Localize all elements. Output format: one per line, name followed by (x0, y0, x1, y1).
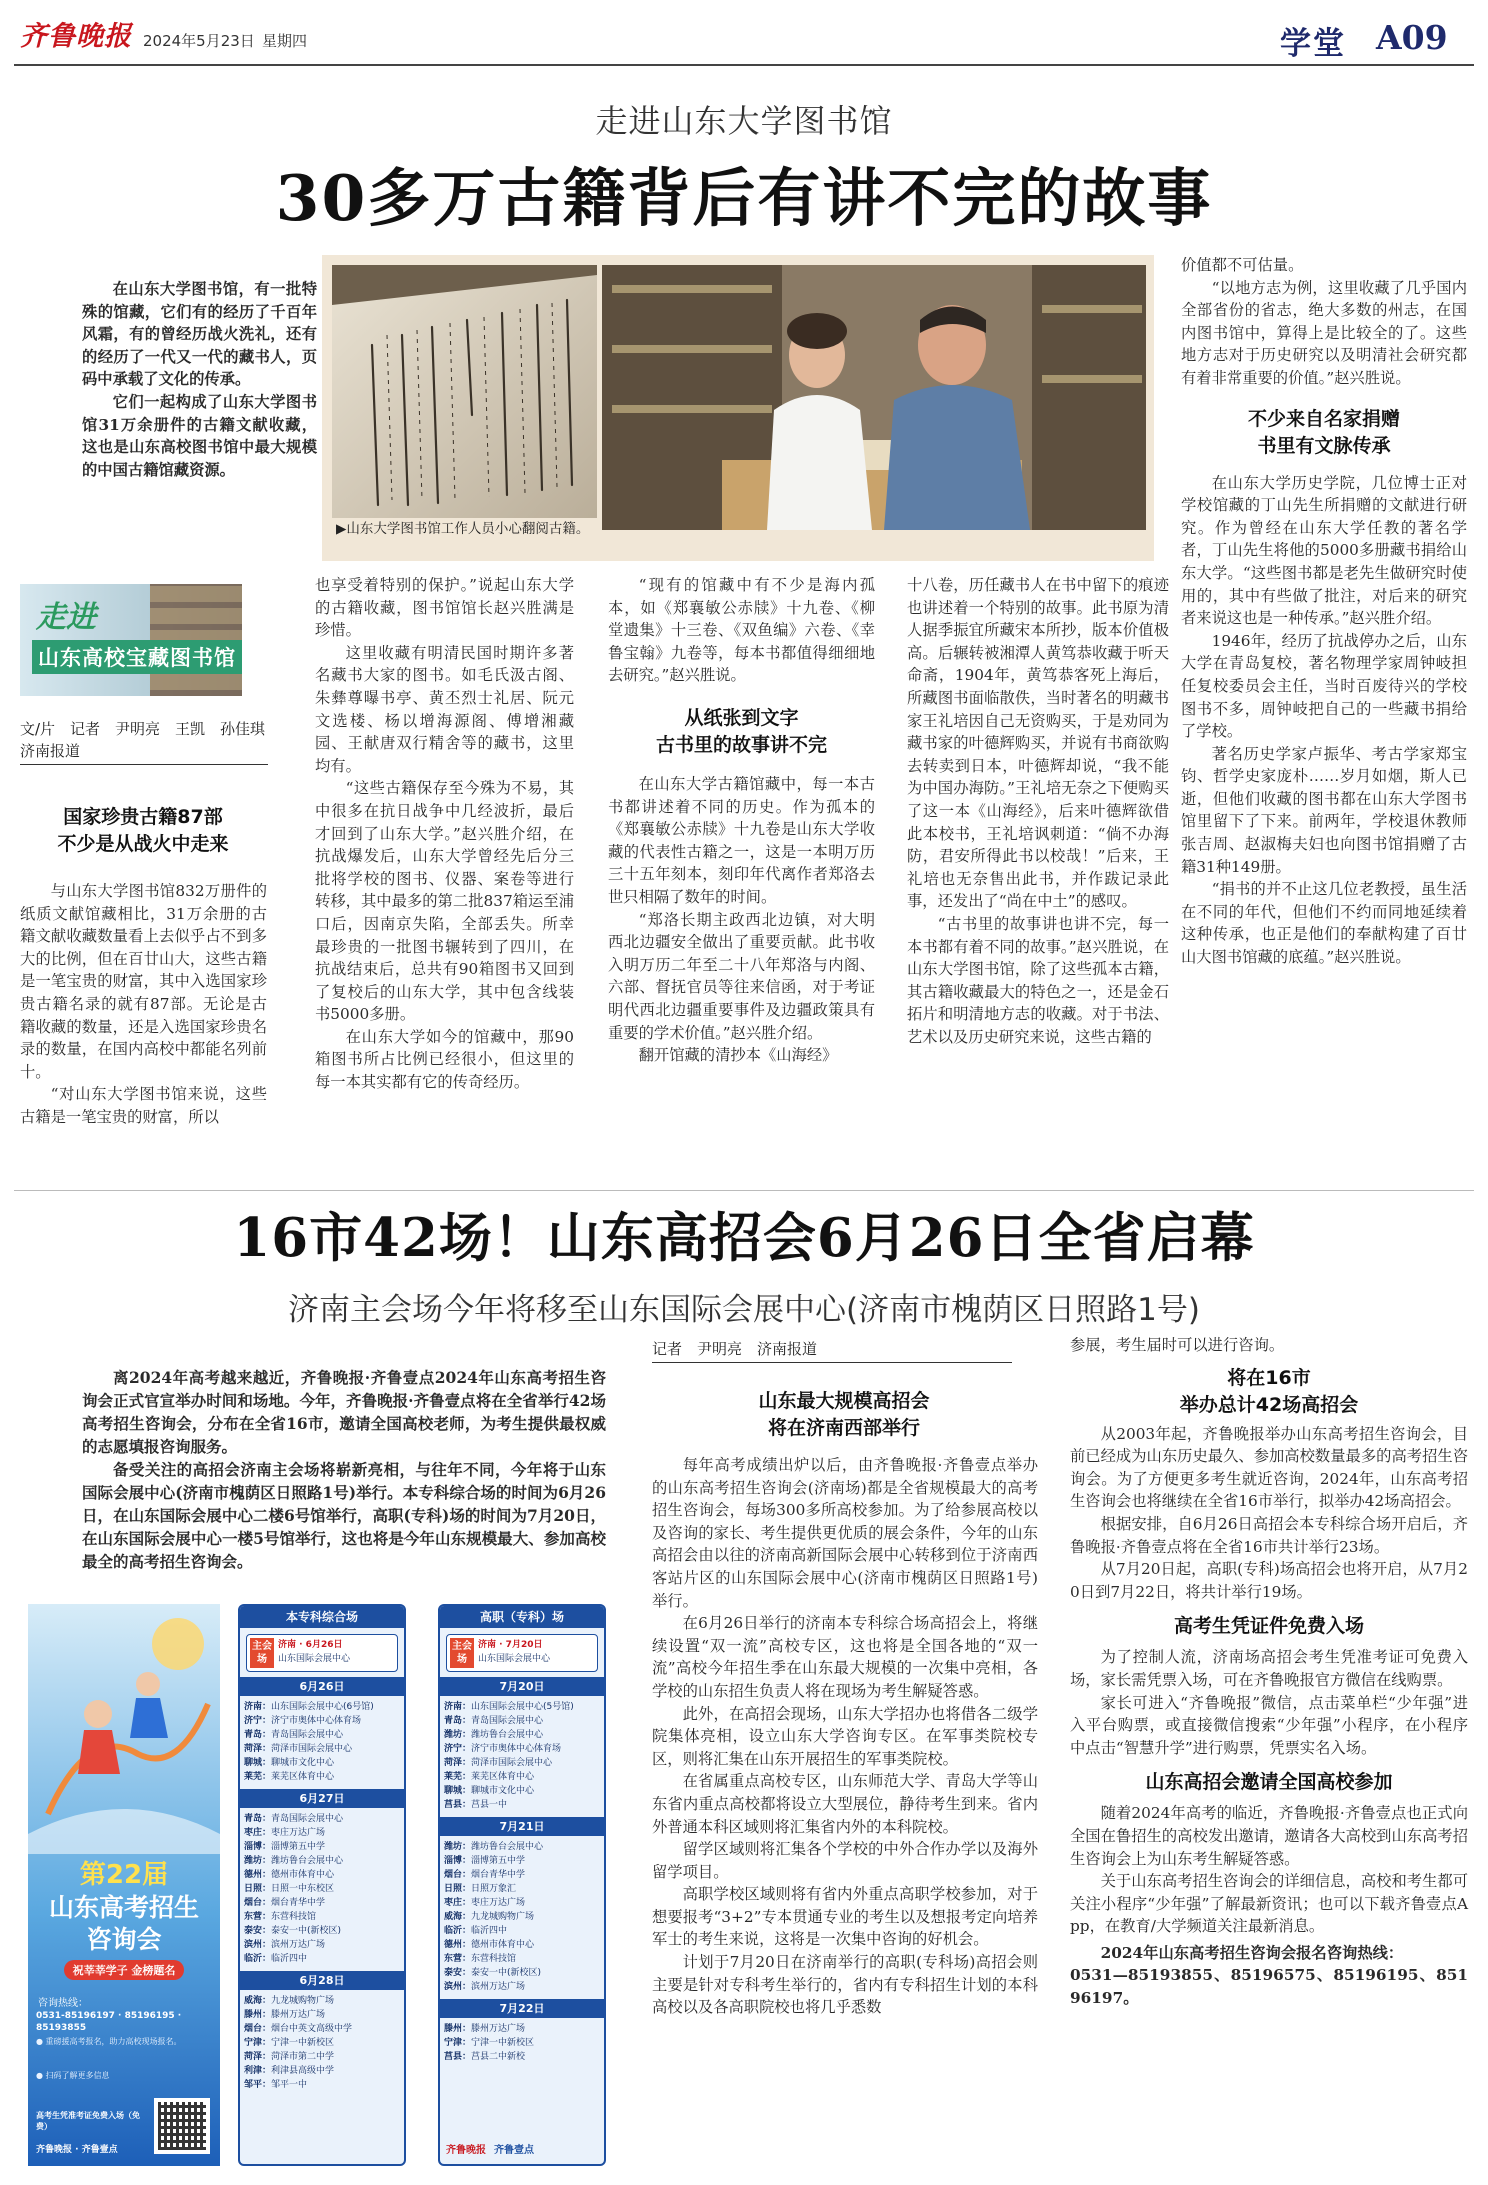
schedule-venue: 淄博第五中学 (471, 1856, 526, 1866)
schedule-city: 泰安： (444, 1968, 472, 1978)
schedule-day-header: 6月26日 (240, 1677, 404, 1696)
schedule-day-header: 6月28日 (240, 1971, 404, 1990)
body-paragraph: 留学区域则将汇集各个学校的中外合作办学以及海外留学项目。 (652, 1840, 1038, 1881)
schedule-venue: 青岛国际会展中心 (271, 1814, 344, 1824)
issue-date: 2024年5月23日 (143, 32, 255, 50)
schedule-city: 淄博： (444, 1856, 472, 1866)
photo-librarians (602, 265, 1146, 530)
schedule-city: 枣庄： (244, 1828, 272, 1838)
schedule-undergrad (238, 1604, 406, 2166)
schedule-row (440, 1742, 604, 1756)
schedule-city: 日照： (244, 1884, 272, 1894)
schedule-venue: 莒县二中新校 (471, 2052, 526, 2062)
schedule-city: 德州： (244, 1870, 272, 1880)
schedule-city: 济南： (244, 1702, 272, 1712)
body-paragraph: 1946年，经历了抗战停办之后，山东大学在青岛复校，著名物理学家周钟岐担任复校委员会主任，当时百废待兴的学校图书不多，周钟岐把自己的一些藏书捐给了学校。 (1181, 631, 1467, 741)
page-number: A09 (1376, 18, 1448, 57)
article1-col2 (315, 574, 574, 1094)
body-paragraph: 著名历史学家卢振华、考古学家郑宝钧、哲学史家庞朴……岁月如烟，斯人已逝，但他们收藏的图书都在山东大学图书馆里留下了下来。前两年，学校退休教师张吉周、赵淑梅夫妇也向图书馆捐赠了古籍31种149册。 (1181, 744, 1467, 876)
article1-col5 (1181, 254, 1467, 969)
body-paragraph: 高职学校区域则将有省内外重点高职学校参加，对于想要报考“3+2”专本贯通专业的考生以及想报考定向培养军士的考生来说，这将是一次集中咨询的好机会。 (652, 1885, 1038, 1949)
body-paragraph: 翻开馆藏的清抄本《山海经》 (638, 1046, 838, 1065)
series-banner-kicker: 走进 (36, 600, 96, 635)
schedule-venue: 山东国际会展中心(5号馆) (471, 1702, 574, 1712)
body-paragraph: 也享受着特别的保护。”说起山东大学的古籍收藏，图书馆馆长赵兴胜满是珍惜。 (315, 576, 574, 640)
body-paragraph: “郑洛长期主政西北边镇，对大明西北边疆安全做出了重要贡献。此书收入明万历二年至二十八年郑洛与内阁、六部、督抚官员等往来信函，对于考证明代西北边疆重要事件及边疆政策具有重要的学术价值。”赵兴胜介绍。 (608, 910, 875, 1042)
schedule-venue: 济宁市奥体中心体育场 (471, 1744, 562, 1754)
schedule-city: 菏泽： (244, 2052, 272, 2062)
poster-hotline: 0531-85196197 · 85196195 · 85193855 (36, 2011, 182, 2033)
poster-notes: ● 重磅援高考报名，助力高校现场报名。 ● 扫码了解更多信息 (36, 2037, 182, 2080)
schedule-row (440, 2050, 604, 2064)
schedule-city: 德州： (444, 1940, 472, 1950)
body-paragraph: 在6月26日举行的济南本专科综合场高招会上，将继续设置“双一流”高校专区，这也将是全国各地的“双一流”高校今年招生季在山东最大规模的一次集中亮相，各学校的山东招生负责人将在现场为考生解疑答惑。 (652, 1614, 1038, 1700)
schedule-city: 烟台： (444, 1870, 472, 1880)
schedule-city: 青岛： (244, 1730, 272, 1740)
body-paragraph: 此外，在高招会现场，山东大学招办也将借各二级学院集体亮相，设立山东大学咨询专区。在军事类院校专区，则将汇集在山东开展招生的军事类院校。 (652, 1704, 1038, 1768)
schedule-row (240, 1770, 404, 1784)
schedule-row (240, 1700, 404, 1714)
body-paragraph: 价值都不可估量。 (1181, 256, 1304, 274)
schedule-row (240, 2064, 404, 2078)
masthead-rule (14, 64, 1474, 66)
schedule-city: 潍坊： (444, 1842, 472, 1852)
schedule-venue: 滕州万达广场 (271, 2010, 326, 2020)
schedule-city: 宁津： (444, 2038, 472, 2048)
schedule-venue: 滨州万达广场 (471, 1982, 526, 1992)
schedule-venue: 烟台中英文高级中学 (271, 2024, 353, 2034)
body-paragraph: 在山东大学如今的馆藏中，那90箱图书所占比例已经很小，但这里的每一本其实都有它的传奇经历。 (315, 1027, 574, 1092)
schedule-venue: 青岛国际会展中心 (271, 1730, 344, 1740)
schedule-city: 济南： (444, 1702, 472, 1712)
schedule-row (240, 1882, 404, 1896)
schedule-main-venue: 主会场 济南 · 6月26日 山东国际会展中心 (246, 1634, 398, 1672)
schedule-row (240, 1868, 404, 1882)
poster-ticket-note: 高考生凭准考证免费入场（免费） (36, 2111, 140, 2131)
body-paragraph: 十八卷，历任藏书人在书中留下的痕迹也讲述着一个特别的故事。此书原为清人据季振宜所藏宋本所抄，版本价值极高。后辗转被湘潭人黄笃恭收藏于听天命斋，1904年，黄笃恭客死上海后，所藏图书面临散佚，当时著名的明藏书家王礼培因自己无资购买，于是劝同为藏书家的叶德辉购买，并说有书商欲购去转卖到日本，叶德辉却说，“我不能为中国办海防。”王礼培无奈之下便购买了这一本《山海经》，后来叶德辉欲借此本校书，王礼培讽刺道：“倘不办海防，君安所得此书以校哉！”后来，王礼培也无奈售出此书，并作跋记录此事，还发出了“尚在中土”的感叹。 (907, 576, 1169, 911)
article2-subhead-4: 山东高招会邀请全国高校参加 (1145, 1771, 1393, 1794)
article2-subhead: 济南主会场今年将移至山东国际会展中心(济南市槐荫区日照路1号) (288, 1292, 1200, 1328)
poster-title: 山东高考招生 (48, 1893, 199, 1922)
schedule-row (440, 2036, 604, 2050)
article2-col-right (1070, 1334, 1468, 2010)
schedule-city: 临沂： (444, 1926, 472, 1936)
schedule-day-header: 7月21日 (440, 1817, 604, 1836)
article2-subhead-3: 高考生凭证件免费入场 (1173, 1615, 1364, 1638)
schedule-city: 潍坊： (444, 1730, 472, 1740)
schedule-row (440, 1840, 604, 1854)
schedule-day-header: 7月20日 (440, 1677, 604, 1696)
schedule-row (240, 1910, 404, 1924)
schedule-row (240, 1896, 404, 1910)
schedule-row (440, 1798, 604, 1812)
qr-code-icon[interactable] (154, 2098, 210, 2154)
section-name: 学堂 (1280, 26, 1346, 62)
body-paragraph: “捐书的并不止这几位老教授，虽生活在不同的年代，但他们不约而同地延续着这种传承，也正是他们的奉献构建了百廿山大图书馆藏的底蕴。”赵兴胜说。 (1181, 880, 1467, 967)
article1-col3 (608, 574, 875, 1067)
schedule-city: 威海： (444, 1912, 472, 1922)
schedule-city: 东营： (244, 1912, 272, 1922)
schedule-venue: 德州市体育中心 (271, 1870, 335, 1880)
schedule-city: 泰安： (244, 1926, 272, 1936)
lead-paragraph: 离2024年高考越来越近，齐鲁晚报·齐鲁壹点2024年山东高考招生咨询会正式官宣举办时间和场地。今年，齐鲁晚报·齐鲁壹点将在全省举行42场高考招生咨询会，分布在全省16市，邀请全国高校老师，为考生提供最权威的志愿填报咨询服务。 (82, 1368, 606, 1456)
schedule-row (440, 2022, 604, 2036)
schedule-venue: 滕州万达广场 (471, 2024, 526, 2034)
schedule-city: 烟台： (244, 1898, 272, 1908)
schedule-venue: 烟台青华中学 (471, 1870, 526, 1880)
schedule-city: 聊城： (444, 1786, 472, 1796)
schedule-city: 滨州： (244, 1940, 272, 1950)
schedule-row (240, 1994, 404, 2008)
schedule-venue: 泰安一中(新校区) (271, 1926, 342, 1936)
article1-lead (82, 278, 317, 481)
schedule-venue: 临沂四中 (271, 1954, 308, 1964)
schedule-city: 滨州： (444, 1982, 472, 1992)
schedule-venue: 山东国际会展中心(6号馆) (271, 1702, 374, 1712)
article1-byline: 文/片 记者 尹明亮 王凯 孙佳琪 济南报道 (20, 718, 268, 765)
newspaper-logo: 齐鲁晚报 (20, 21, 132, 52)
schedule-venue: 九龙城购物广场 (271, 1996, 335, 2006)
schedule-city: 滕州： (444, 2024, 472, 2034)
body-paragraph: 计划于7月20日在济南举行的高职(专科场)高招会则主要是针对专科考生举行的，省内有专科招生计划的本科高校以及各高职院校也将几乎悉数 (652, 1953, 1038, 2017)
body-paragraph: 根据安排，自6月26日高招会本专科综合场开启后，齐鲁晚报·齐鲁壹点将在全省16市共计举行23场。 (1070, 1514, 1468, 1556)
schedule-main-venue: 主会场 济南 · 7月20日 山东国际会展中心 (446, 1634, 598, 1672)
schedule-row (240, 2036, 404, 2050)
schedule-title: 本专科综合场 (240, 1606, 404, 1628)
schedule-days-1 (240, 1677, 404, 2092)
poster-brand: 齐鲁晚报 · 齐鲁壹点 (36, 2145, 118, 2155)
body-paragraph: 每年高考成绩出炉以后，由齐鲁晚报·齐鲁壹点举办的山东高考招生咨询会(济南场)都是全省规模最大的高考招生咨询会，每场300多所高校参加。为了给参展高校以及咨询的家长、考生提供更优质的展会条件，今年的山东高招会由以往的济南高新国际会展中心转移到位于济南西客站片区的山东国际会展中心(济南市槐荫区日照路1号)举行。 (652, 1456, 1038, 1610)
schedule-city: 邹平： (244, 2080, 272, 2090)
schedule-city: 莒县： (444, 2052, 472, 2062)
schedule-venue: 菏泽市第二中学 (271, 2052, 335, 2062)
article2-lead (82, 1366, 606, 1573)
contact-numbers: 0531—85193855、85196575、85196195、85196197。 (1070, 1966, 1468, 2008)
schedule-city: 莱芜： (444, 1772, 472, 1782)
schedule-city: 潍坊： (244, 1856, 272, 1866)
schedule-venue: 德州市体育中心 (471, 1940, 535, 1950)
schedule-row (440, 1770, 604, 1784)
article1-subhead-2: 从纸张到文字 古书里的故事讲不完 (655, 706, 827, 756)
photo-frame (322, 255, 1154, 561)
lead-paragraph: 它们一起构成了山东大学图书馆31万余册件的古籍文献收藏，这也是山东高校图书馆中最大规模的中国古籍馆藏资源。 (82, 392, 317, 479)
schedule-row (440, 1714, 604, 1728)
body-paragraph: 这里收藏有明清民国时期许多著名藏书大家的图书。如毛氏汲古阁、朱彝尊曝书亭、黄丕烈士礼居、阮元文选楼、杨以增海源阁、傅增湘藏园、王献唐双行精舍等的藏书，这里均有。 (315, 643, 574, 775)
schedule-row (240, 1714, 404, 1728)
body-paragraph: 在山东大学古籍馆藏中，每一本古书都讲述着不同的历史。作为孤本的《郑襄敏公赤牍》十九卷是山东大学收藏的代表性古籍之一，这是一本明万历三十五年刻本，刻印年代离作者郑洛去世只相隔了数年的时间。 (608, 774, 875, 906)
body-paragraph: 在山东大学历史学院，几位博士正对学校馆藏的丁山先生所捐赠的文献进行研究。作为曾经在山东大学任教的著名学者，丁山先生将他的5000多册藏书捐给山东大学。“这些图书都是老先生做研究时使用的，其中有些做了批注，对后来的研究者来说这也是一种传承。”赵兴胜介绍。 (1181, 473, 1467, 628)
body-paragraph: “现有的馆藏中有不少是海内孤本，如《郑襄敏公赤牍》十九卷、《柳堂遗集》十三卷、《双鱼编》六卷、《幸鲁宝翰》九卷等，每本书都值得细细地去研究。”赵兴胜说。 (608, 576, 875, 685)
schedule-city: 临沂： (244, 1954, 272, 1964)
schedule-row (240, 1826, 404, 1840)
schedule-title: 高职（专科）场 (440, 1606, 604, 1628)
schedule-venue: 枣庄万达广场 (271, 1828, 326, 1838)
lead-paragraph: 备受关注的高招会济南主会场将崭新亮相，与往年不同，今年将于山东国际会展中心(济南市槐荫区日照路1号)举行。本专科综合场的时间为6月26日，在山东国际会展中心二楼6号馆举行，高职(专科)场的时间为7月20日，在山东国际会展中心一楼5号馆举行，这也将是今年山东规模最大、参加高校最全的高考招生咨询会。 (82, 1460, 606, 1571)
schedule-city: 济宁： (244, 1716, 272, 1726)
masthead (0, 0, 1488, 64)
series-banner (20, 584, 242, 696)
schedule-row (240, 1742, 404, 1756)
schedule-city: 莱芜： (244, 1772, 272, 1782)
schedule-venue: 潍坊鲁台会展中心 (471, 1730, 544, 1740)
schedule-row (240, 1854, 404, 1868)
schedule-venue: 东营科技馆 (271, 1912, 317, 1922)
article1-kicker: 走进山东大学图书馆 (595, 102, 893, 140)
body-paragraph: 与山东大学图书馆832万册件的纸质文献馆藏相比，31万余册的古籍文献收藏数量看上去似乎占不到多大的比例，但在百廿山大，这些古籍是一笔宝贵的财富，其中入选国家珍贵古籍名录的就有87部。无论是古籍收藏的数量，还是入选国家珍贵名录的数量，在国内高校中都能名列前十。 (20, 882, 267, 1081)
body-paragraph: “古书里的故事讲也讲不完，每一本书都有着不同的故事。”赵兴胜说，在山东大学图书馆，除了这些孤本古籍，其古籍收藏最大的特色之一，还是金石拓片和明清地方志的收藏。对于书法、艺术以及历史研究来说，这些古籍的 (907, 914, 1169, 1046)
schedule-vocational (438, 1604, 606, 2166)
schedule-venue: 九龙城购物广场 (471, 1912, 535, 1922)
schedule-venue: 日照一中东校区 (271, 1884, 335, 1894)
schedule-row (440, 1784, 604, 1798)
article1-col4 (907, 574, 1169, 1048)
schedule-venue: 宁津一中新校区 (271, 2038, 335, 2048)
schedule-venue: 邹平一中 (271, 2080, 308, 2090)
issue-weekday: 星期四 (262, 32, 308, 50)
schedule-venue: 临沂四中 (471, 1926, 508, 1936)
schedule-venue: 潍坊鲁台会展中心 (271, 1856, 344, 1866)
schedule-venue: 莒县一中 (471, 1800, 508, 1810)
schedule-city: 济宁： (444, 1744, 472, 1754)
schedule-venue: 青岛国际会展中心 (471, 1716, 544, 1726)
body-paragraph: 参展，考生届时可以进行咨询。 (1070, 1336, 1285, 1354)
lead-paragraph: 在山东大学图书馆，有一批特殊的馆藏，它们有的经历了千百年风霜，有的曾经历战火洗礼，还有的经历了一代又一代的藏书人，页码中承载了文化的传承。 (82, 280, 317, 389)
schedule-city: 烟台： (244, 2024, 272, 2034)
schedule-venue: 莱芜区体育中心 (271, 1772, 335, 1782)
body-paragraph: 随着2024年高考的临近，齐鲁晚报·齐鲁壹点也正式向全国在鲁招生的高校发出邀请，邀请各大高校到山东高考招生咨询会上为山东考生解疑答惑。 (1070, 1804, 1468, 1868)
photo-caption: ▶山东大学图书馆工作人员小心翻阅古籍。 (332, 518, 602, 541)
poster-illustration (28, 1604, 220, 1854)
schedule-venue: 聊城市文化中心 (271, 1758, 335, 1768)
schedule-venue: 菏泽市国际会展中心 (471, 1758, 553, 1768)
photo-ancient-book (332, 265, 597, 530)
schedule-row (240, 1812, 404, 1826)
schedule-row (440, 1700, 604, 1714)
article1-headline: 30多万古籍背后有讲不完的故事 (275, 161, 1213, 235)
schedule-city: 枣庄： (444, 1898, 472, 1908)
schedule-row (440, 1756, 604, 1770)
schedule-venue: 聊城市文化中心 (471, 1786, 535, 1796)
article2-col-middle (652, 1454, 1038, 2019)
schedule-venue: 潍坊鲁台会展中心 (471, 1842, 544, 1852)
schedule-venue: 济宁市奥体中心体育场 (271, 1716, 362, 1726)
schedule-city: 利津： (244, 2066, 272, 2076)
body-paragraph: “以地方志为例，这里收藏了几乎国内全部省份的省志，绝大多数的州志，在国内图书馆中，算得上是比较全的了。这些地方志对于历史研究以及明清社会研究都有着非常重要的价值。”赵兴胜说。 (1181, 278, 1467, 387)
schedule-venue: 菏泽市国际会展中心 (271, 1744, 353, 1754)
schedule-day-header: 6月27日 (240, 1789, 404, 1808)
schedule-venue: 莱芜区体育中心 (471, 1772, 535, 1782)
schedule-venue: 烟台青华中学 (271, 1898, 326, 1908)
schedule-row (440, 1896, 604, 1910)
article2-headline: 16市42场！山东高招会6月26日全省启幕 (233, 1207, 1255, 1269)
schedule-city: 日照： (444, 1884, 472, 1894)
contact-title: 2024年山东高考招生咨询会报名咨询热线： (1100, 1943, 1404, 1962)
schedule-venue: 东营科技馆 (471, 1954, 517, 1964)
article2-byline: 记者 尹明亮 济南报道 (652, 1338, 1012, 1363)
poster-title-2: 咨询会 (86, 1925, 162, 1954)
body-paragraph: 从7月20日起，高职(专科)场高招会也将开启，从7月20日到7月22日，将共计举行19场。 (1070, 1560, 1468, 1601)
poster-hotline-label: 咨询热线： (38, 1998, 88, 2009)
body-paragraph: 为了控制人流，济南场高招会考生凭准考证可免费入场，家长需凭票入场，可在齐鲁晚报官方微信在线购票。 (1070, 1648, 1468, 1689)
schedule-row (440, 1882, 604, 1896)
schedule-row (240, 2078, 404, 2092)
schedule-city: 东营： (444, 1954, 472, 1964)
schedule-row (240, 1938, 404, 1952)
schedule-city: 聊城： (244, 1758, 272, 1768)
schedule-row (440, 1868, 604, 1882)
schedule-city: 青岛： (244, 1814, 272, 1824)
schedule-row (240, 1756, 404, 1770)
schedule-day-header: 7月22日 (440, 1999, 604, 2018)
body-paragraph: “这些古籍保存至今殊为不易，其中很多在抗日战争中几经波折，最后才回到了山东大学。”赵兴胜介绍，在抗战爆发后，山东大学曾经先后分三批将学校的图书、仪器、案卷等进行转移，其中最多的第二批837箱运至浦口后，因南京失陷，全部丢失。所幸最珍贵的一批图书辗转到了四川，在抗战结束后，总共有90箱图书又回到了复校后的山东大学，其中包含线装书5000多册。 (315, 779, 574, 1024)
fair-poster (28, 1604, 220, 2166)
schedule-city: 菏泽： (444, 1758, 472, 1768)
body-paragraph: 在省属重点高校专区，山东师范大学、青岛大学等山东省内重点高校都将设立大型展位，静待考生到来。省内外普通本科区域则将汇集省内外的本科院校。 (652, 1772, 1038, 1836)
schedule-city: 莒县： (444, 1800, 472, 1810)
schedule-row (440, 1728, 604, 1742)
schedule-city: 淄博： (244, 1842, 272, 1852)
schedule-row (240, 1952, 404, 1966)
schedule-days-2 (440, 1677, 604, 2064)
article1-subhead-1: 国家珍贵古籍87部 不少是从战火中走来 (57, 806, 229, 855)
schedule-city: 宁津： (244, 2038, 272, 2048)
schedule-venue: 淄博第五中学 (271, 1842, 326, 1852)
poster-edition: 第22届 (79, 1860, 169, 1890)
qilu-evening-news-logo: 齐鲁晚报 (446, 2145, 486, 2156)
schedule-row (440, 1924, 604, 1938)
schedule-row (440, 1854, 604, 1868)
poster-slogan: 祝莘莘学子 金榜题名 (64, 1960, 184, 1980)
article1-col1 (20, 880, 267, 1129)
series-banner-title: 山东高校宝藏图书馆 (32, 640, 242, 674)
schedule-row (240, 2022, 404, 2036)
schedule-venue: 宁津一中新校区 (471, 2038, 535, 2048)
body-paragraph: 关于山东高考招生咨询会的详细信息，高校和考生都可关注小程序“少年强”了解最新资讯；也可以下载齐鲁壹点App，在教育/大学频道关注最新消息。 (1070, 1872, 1468, 1936)
schedule-row (440, 1980, 604, 1994)
schedule-row (240, 1728, 404, 1742)
schedule-row (440, 1938, 604, 1952)
body-paragraph: “对山东大学图书馆来说，这些古籍是一笔宝贵的财富，所以 (20, 1085, 267, 1126)
schedule-venue: 泰安一中(新校区) (471, 1968, 542, 1978)
schedule-city: 菏泽： (244, 1744, 272, 1754)
schedule-row (240, 1924, 404, 1938)
body-paragraph: 家长可进入“齐鲁晚报”微信，点击菜单栏“少年强”进入平台购票，或直接微信搜索“少年强”小程序，在小程序中点击“智慧升学”进行购票，凭票实名入场。 (1070, 1693, 1468, 1757)
schedule-city: 威海： (244, 1996, 272, 2006)
schedule-city: 青岛： (444, 1716, 472, 1726)
article-divider (14, 1190, 1474, 1191)
schedule-row (240, 2008, 404, 2022)
article2-subhead-2: 将在16市 举办总计42场高招会 (1179, 1366, 1359, 1416)
article1-subhead-3: 不少来自名家捐赠 书里有文脉传承 (1247, 407, 1400, 457)
body-paragraph: 从2003年起，齐鲁晚报举办山东高考招生咨询会，目前已经成为山东历史最久、参加高校数量最多的高考招生咨询会。为了方便更多考生就近咨询，2024年，山东高考招生咨询会也将继续在全省16市举行，拟举办42场高招会。 (1070, 1424, 1468, 1511)
article2-subhead-1: 山东最大规模高招会 将在济南西部举行 (758, 1390, 930, 1439)
schedule-row (440, 1910, 604, 1924)
schedule-venue: 滨州万达广场 (271, 1940, 326, 1950)
schedule-row (240, 1840, 404, 1854)
schedule-city: 滕州： (244, 2010, 272, 2020)
schedule-row (240, 2050, 404, 2064)
schedule-venue: 枣庄万达广场 (471, 1898, 526, 1908)
schedule-venue: 日照万象汇 (471, 1884, 517, 1894)
schedule-footer-logos (446, 2144, 534, 2158)
qilu-yidian-logo: 齐鲁壹点 (494, 2145, 534, 2156)
schedule-venue: 利津县高级中学 (271, 2066, 335, 2076)
schedule-row (440, 1966, 604, 1980)
schedule-row (440, 1952, 604, 1966)
